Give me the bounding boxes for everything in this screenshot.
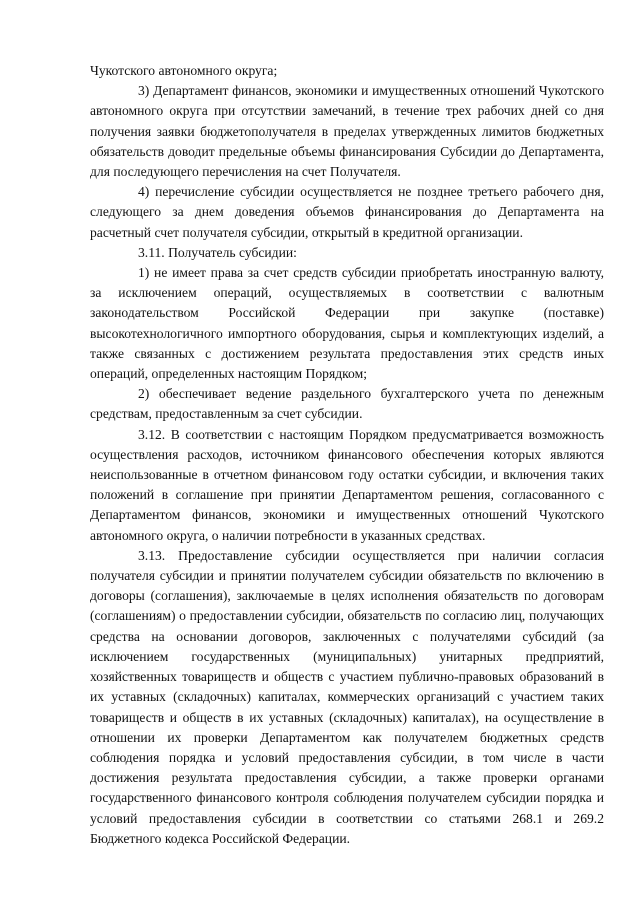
document-page — [90, 61, 604, 849]
paragraph-section-3-13: 3.13. Предоставление субсидии осуществляется при наличии согласия получателя субсидии и принятии получателем субсидии обязательств по включению в договоры (соглашения), заключаемые в целях исполнения обязательств по договорам (соглашениям) о предоставлении субсидии, обязательств по согласию лиц, получающих средства на основании договоров, заключенных с получателями субсидий (за исключением государственных (муниципальных) унитарных предприятий, хозяйственных товариществ и обществ с участием публично-правовых образований в их уставных (складочных) капиталах, коммерческих организаций с участием таких товариществ и обществ в их уставных (складочных) капиталах), на осуществление в отношении их проверки Департаментом как получателем бюджетных средств соблюдения порядка и условий предоставления субсидии, в том числе в части достижения результата предоставления субсидии, а также проверки органами государственного финансового контроля соблюдения получателем субсидии порядка и условий предоставления субсидии в соответствии со статьями 268.1 и 269.2 Бюджетного кодекса Российской Федерации. — [90, 547, 604, 846]
paragraph-section-3-11: 3.11. Получатель субсидии: — [138, 244, 297, 260]
paragraph-item-4: 4) перечисление субсидии осуществляется не позднее третьего рабочего дня, следующего за днем доведения объемов финансирования до Департамента на расчетный счет получателя субсидии, открытый в кредитной организации. — [90, 184, 604, 240]
paragraph-3-11-item-1: 1) не имеет права за счет средств субсидии приобретать иностранную валюту, за исключением операций, осуществляемых в соответствии с валютным законодательством Российской Федерации при закупке (поставке) высокотехнологичного импортного оборудования, сырья и комплектующих изделий, а также связанных с достижением результата предоставления этих средств иных операций, определенных настоящим Порядком; — [90, 265, 604, 382]
paragraph-item-3: 3) Департамент финансов, экономики и имущественных отношений Чукотского автономного округа при отсутствии замечаний, в течение трех рабочих дней со дня получения заявки бюджетополучателя в пределах утвержденных лимитов бюджетных обязательств доводит предельные объемы финансирования Субсидии до Департамента, для последующего перечисления на счет Получателя. — [90, 83, 604, 180]
paragraph-3-11-item-2: 2) обеспечивает ведение раздельного бухгалтерского учета по денежным средствам, предоставленным за счет субсидии. — [90, 386, 604, 422]
paragraph-section-3-12: 3.12. В соответствии с настоящим Порядком предусматривается возможность осуществления расходов, источником финансового обеспечения которых являются неиспользованные в отчетном финансовом году остатки субсидии, и включения таких положений в соглашение при принятии Департаментом решения, согласованного с Департаментом финансов, экономики и имущественных отношений Чукотского автономного округа, о наличии потребности в указанных средствах. — [90, 426, 604, 543]
paragraph-continuation: Чукотского автономного округа; — [90, 63, 278, 78]
